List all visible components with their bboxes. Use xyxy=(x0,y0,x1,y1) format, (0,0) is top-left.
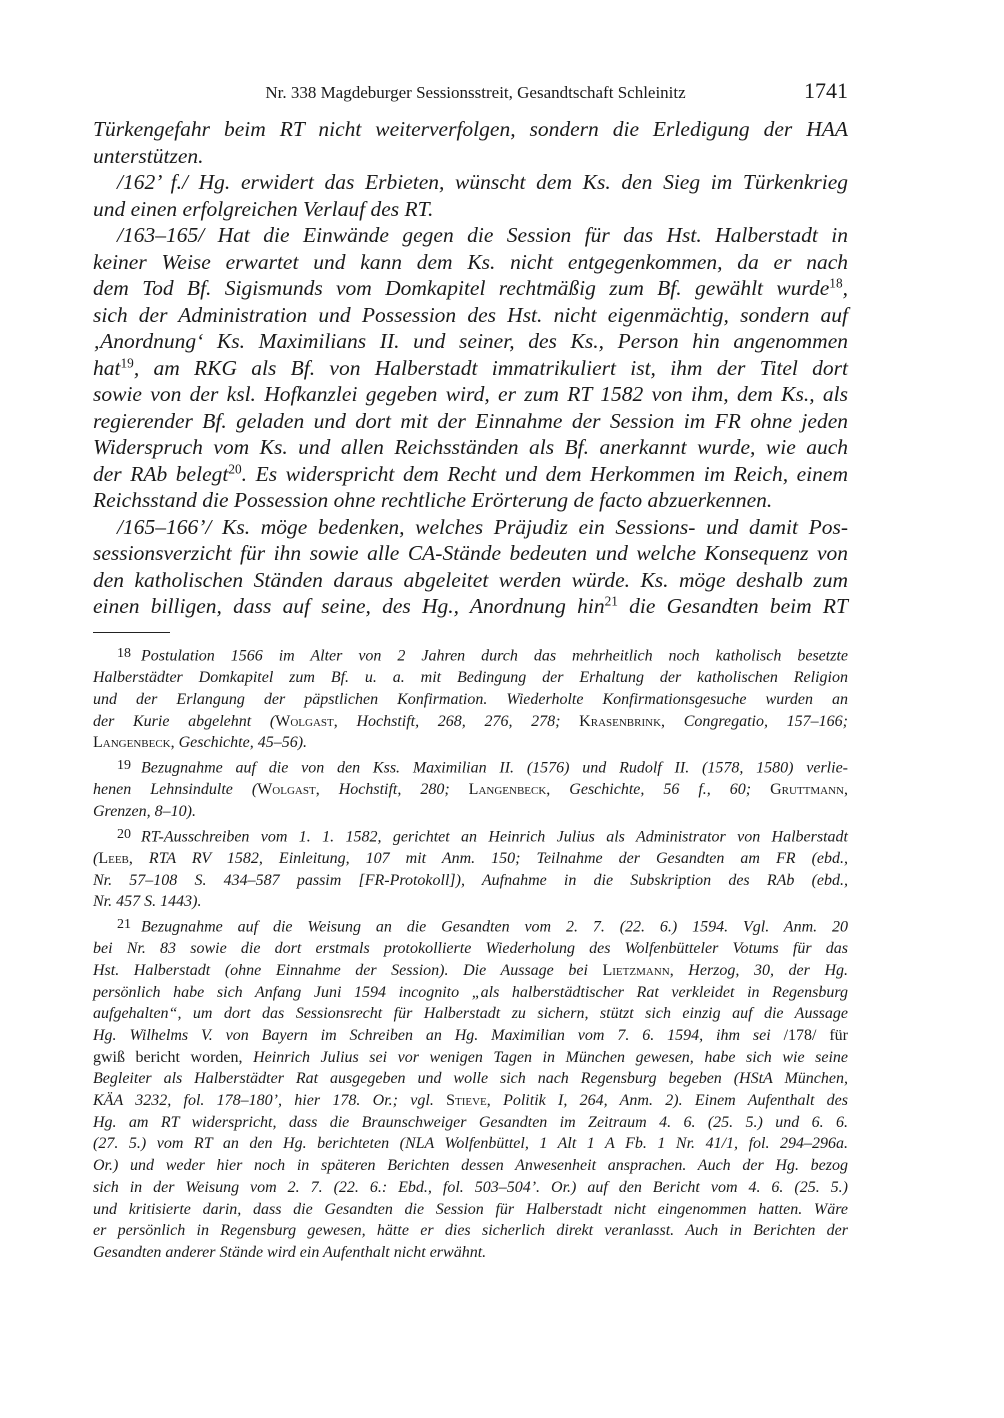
text-segment: Widerspruch vom Ks. und allen Reichsständen als Bf. anerkannt wurde, wie auch xyxy=(93,435,848,459)
footnote-reference[interactable]: 18 xyxy=(829,275,843,291)
paragraph xyxy=(93,169,848,222)
text-line xyxy=(93,302,848,329)
text-line xyxy=(93,1155,848,1177)
text-segment: , xyxy=(842,276,848,300)
text-line xyxy=(93,1242,848,1264)
text-line xyxy=(93,328,848,355)
text-line xyxy=(93,779,848,801)
footnote-21 xyxy=(93,914,848,1264)
text-line xyxy=(93,487,848,514)
footnote-reference[interactable]: 21 xyxy=(604,593,618,609)
text-line xyxy=(93,848,848,870)
text-line xyxy=(93,938,848,960)
text-segment: Heinrich Julius sei vor wenigen Tagen in München gewesen, habe sich wie seine xyxy=(253,1048,849,1066)
text-segment: Gesandten anderer Stände wird ein Aufenthalt nicht erwähnt. xyxy=(93,1243,487,1261)
text-segment: der Kurie abgelehnt ( xyxy=(93,712,276,730)
text-segment: sowie von der ksl. Hofkanzlei gegeben wird, er zum RT 1582 von ihm, dem Ks., als xyxy=(93,382,848,406)
text-segment: henen Lehnsindulte ( xyxy=(93,781,258,799)
text-line xyxy=(93,643,848,667)
text-line xyxy=(93,143,848,170)
text-line xyxy=(93,1112,848,1134)
main-text xyxy=(93,116,848,620)
text-segment: Türkengefahr beim RT nicht weiterverfolgen, sondern die Erledigung der HAA xyxy=(93,117,848,141)
text-line xyxy=(93,1199,848,1221)
text-line xyxy=(93,275,848,302)
page-number: 1741 xyxy=(804,78,848,103)
text-line xyxy=(93,982,848,1004)
text-segment: , xyxy=(669,961,689,979)
paragraph xyxy=(93,116,848,169)
text-segment: Geschichte, 45–56). xyxy=(178,734,308,752)
paragraph xyxy=(93,514,848,620)
text-line xyxy=(93,732,848,754)
text-segment: sich in der Weisung vom 2. 7. (22. 6.: Ebd., fol. 503–504’. Or.) auf den Bericht vom 4. 6. (25. 5.) xyxy=(93,1178,848,1196)
text-segment: sessionsverzicht für ihn sowie alle CA-Stände bedeuten und welche Konsequenz von xyxy=(93,541,848,565)
text-line xyxy=(93,381,848,408)
text-line xyxy=(93,116,848,143)
text-line xyxy=(93,593,848,620)
text-line xyxy=(93,960,848,982)
text-line xyxy=(93,222,848,249)
text-segment: /165–166’/ Ks. möge bedenken, welches Präjudiz ein Sessions- und damit Pos- xyxy=(117,514,848,539)
text-segment: Postulation 1566 im Alter von 2 Jahren durch das mehrheitlich noch katholisch besetzte xyxy=(141,647,848,665)
text-segment: /178/ für xyxy=(783,1026,848,1044)
text-segment: , xyxy=(546,781,570,799)
text-segment: er persönlich in Regensburg gewesen, hätte er dies sicherlich direkt veranlasst. Auch in Berichten der xyxy=(93,1222,848,1240)
text-segment: Hst. Halberstadt (ohne Einnahme der Session). Die Aussage bei xyxy=(93,961,603,979)
running-title: Nr. 338 Magdeburger Sessionsstreit, Gesandtschaft Schleinitz xyxy=(265,83,686,102)
text-segment: RTA RV 1582, Einleitung, 107 mit Anm. 150; Teilnahme der Gesandten am FR (ebd., xyxy=(148,849,848,867)
text-line xyxy=(93,249,848,276)
text-segment: Politik I, 264, Anm. 2). Einem Aufenthalt des xyxy=(503,1092,849,1110)
text-line xyxy=(93,355,848,382)
text-segment: Halberstädter Domkapitel zum Bf. u. a. mit Bedingung der Erhaltung der katholischen Religion xyxy=(93,669,848,687)
footnote-number: 18 xyxy=(117,646,131,661)
text-segment: hat xyxy=(93,355,121,380)
text-line xyxy=(93,514,848,541)
text-segment: ‚Anordnung‘ Ks. Maximilians II. und seiner, des Ks., Person hin angenommen xyxy=(93,329,848,353)
text-segment: Hochstift, 268, 276, 278; xyxy=(356,712,580,730)
text-segment: dem Tod Bf. Sigismunds vom Domkapitel rechtmäßig zum Bf. gewählt wurde xyxy=(93,276,830,300)
text-line xyxy=(93,1025,848,1047)
text-segment: Hg. am RT widerspricht, dass die Braunschweiger Gesandten im Zeitraum 4. 6. (25. 5.) und 6. 6. xyxy=(93,1113,848,1131)
author-name: Leeb xyxy=(98,849,129,867)
author-name: Wolgast xyxy=(275,712,334,730)
text-segment: (27. 5.) vom RT an den Hg. berichteten (NLA Wolfenbüttel, 1 Alt 1 A Fb. 1 Nr. 41/1, fol. 294–296a. xyxy=(93,1135,848,1153)
text-segment: und kritisierte darin, dass die Gesandten die Session für Halberstadt nicht eingenommen hatten. Wäre xyxy=(93,1200,848,1218)
paragraph xyxy=(93,222,848,514)
footnote-18 xyxy=(93,643,848,754)
text-segment: Nr. 57–108 S. 434–587 passim [FR-Protokoll]), Aufnahme in die Subskription des RAb (ebd., xyxy=(93,871,848,889)
author-name: Stieve xyxy=(446,1092,487,1110)
text-segment: . Es widerspricht dem Recht und dem Herkommen im Reich, einem xyxy=(241,461,848,486)
text-segment: , xyxy=(128,849,149,867)
footnote-separator xyxy=(93,632,170,633)
text-line xyxy=(93,540,848,567)
text-line xyxy=(93,169,848,196)
text-line xyxy=(93,801,848,823)
text-segment: Hochstift, 280; xyxy=(338,781,469,799)
text-line xyxy=(93,1003,848,1025)
text-line xyxy=(93,461,848,488)
author-name: Wolgast xyxy=(257,781,316,799)
text-segment: Congregatio, 157–166; xyxy=(683,712,849,730)
text-segment: ( xyxy=(93,849,99,867)
text-line xyxy=(93,711,848,733)
footnote-number: 20 xyxy=(117,826,131,842)
text-line xyxy=(93,196,848,223)
text-segment: unterstützen. xyxy=(93,143,204,168)
text-segment: /163–165/ Hat die Einwände gegen die Session für das Hst. Halberstadt in xyxy=(117,223,848,247)
text-line xyxy=(93,1047,848,1069)
text-line xyxy=(93,689,848,711)
text-line xyxy=(93,408,848,435)
footnote-reference[interactable]: 19 xyxy=(120,355,134,371)
text-line xyxy=(93,1090,848,1112)
text-line xyxy=(93,891,848,913)
text-segment: persönlich habe sich Anfang Juni 1594 incognito „als halberstädtischer Rat verkleidet in Regensburg xyxy=(93,983,848,1001)
text-segment: die Gesandten beim RT xyxy=(617,594,848,618)
text-segment: Hg. Wilhelms V. von Bayern im Schreiben an Hg. Maximilian vom 7. 6. 1594, ihm sei xyxy=(93,1026,784,1044)
text-segment: aufgehalten“, um dort das Sessionsrecht für Halberstadt zu sichern, stützt sich einzig auf die Aussage xyxy=(93,1005,848,1023)
text-segment: sich der Administration und Possession des Hst. nicht eigenmächtig, sondern auf xyxy=(93,302,848,327)
text-line xyxy=(93,667,848,689)
text-line xyxy=(93,434,848,461)
text-segment: Or.) und weder hier noch in späteren Berichten dessen Anwesenheit ansprachen. Auch der Hg. bezog xyxy=(93,1157,848,1175)
text-segment: den katholischen Ständen daraus abgeleitet werden würde. Ks. möge deshalb zum xyxy=(93,567,848,592)
text-segment: der RAb belegt xyxy=(93,461,229,486)
text-segment: KÄA 3232, fol. 178–180’, hier 178. Or.; vgl. xyxy=(93,1092,447,1110)
text-segment: , am RKG als Bf. von Halberstadt immatrikuliert ist, ihm der Titel dort xyxy=(133,355,848,380)
author-name: Krasenbrink xyxy=(579,712,662,730)
author-name: Gruttmann xyxy=(770,781,844,799)
footnote-reference[interactable]: 20 xyxy=(228,461,242,477)
text-segment: einen billigen, dass auf seine, des Hg., Anordnung hin xyxy=(93,594,605,618)
footnote-20 xyxy=(93,824,848,913)
text-segment: Nr. 457 S. 1443). xyxy=(93,893,202,911)
text-segment: bei Nr. 83 sowie die dort erstmals protokollierte Wiederholung des Wolfenbütteler Votums für das xyxy=(93,940,848,958)
text-segment: , xyxy=(486,1092,504,1110)
text-segment: Grenzen, 8–10). xyxy=(93,802,196,820)
text-segment: und einen erfolgreichen Verlauf des RT. xyxy=(93,196,434,221)
text-line xyxy=(93,1220,848,1242)
text-segment: , xyxy=(844,781,848,799)
text-segment: /162’ f./ Hg. erwidert das Erbieten, wünscht dem Ks. den Sieg im Türkenkrieg xyxy=(117,170,848,194)
text-line xyxy=(93,870,848,892)
text-segment: keiner Weise erwartet und kann dem Ks. nicht entgegenkommen, da er nach xyxy=(93,249,848,274)
text-segment: Bezugnahme auf die von den Kss. Maximilian II. (1576) und Rudolf II. (1578, 1580) verlie- xyxy=(141,759,848,777)
text-segment: Reichsstand die Possession ohne rechtliche Erörterung de facto abzuerkennen. xyxy=(93,488,773,512)
footnote-19 xyxy=(93,755,848,823)
text-segment: regierender Bf. geladen und dort mit der Einnahme der Session im FR ohne jeden xyxy=(93,408,848,433)
text-line xyxy=(93,567,848,594)
text-segment: , xyxy=(315,781,339,799)
text-segment: , xyxy=(661,712,684,730)
text-line xyxy=(93,1133,848,1155)
footnote-number: 21 xyxy=(117,916,131,932)
text-segment: Bezugnahme auf die Weisung an die Gesandten vom 2. 7. (22. 6.) 1594. Vgl. Anm. 20 xyxy=(141,918,848,936)
text-line xyxy=(93,1177,848,1199)
text-segment: , xyxy=(170,734,179,752)
text-segment: , xyxy=(333,712,357,730)
text-line xyxy=(93,914,848,938)
text-segment: Herzog, 30, der Hg. xyxy=(688,961,848,979)
text-segment: gwiß bericht worden, xyxy=(93,1048,254,1066)
text-segment: und der Erlangung der päpstlichen Konfirmation. Wiederholte Konfirmationsgesuche wurden an xyxy=(93,690,848,708)
author-name: Langenbeck xyxy=(93,734,171,752)
page-header xyxy=(93,80,848,106)
text-line xyxy=(93,824,848,848)
author-name: Lietzmann xyxy=(602,961,670,979)
text-line xyxy=(93,755,848,779)
footnote-number: 19 xyxy=(117,758,131,774)
author-name: Langenbeck xyxy=(468,781,547,799)
text-line xyxy=(93,1068,848,1090)
text-segment: Geschichte, 56 f., 60; xyxy=(569,781,771,799)
footnotes xyxy=(93,643,848,1265)
text-segment: Begleiter als Halberstädter Rat ausgegeben und wolle sich nach Regensburg begeben (HStA München, xyxy=(93,1070,848,1088)
text-segment: RT-Ausschreiben vom 1. 1. 1582, gerichtet an Heinrich Julius als Administrator von Halberstadt xyxy=(141,828,848,846)
